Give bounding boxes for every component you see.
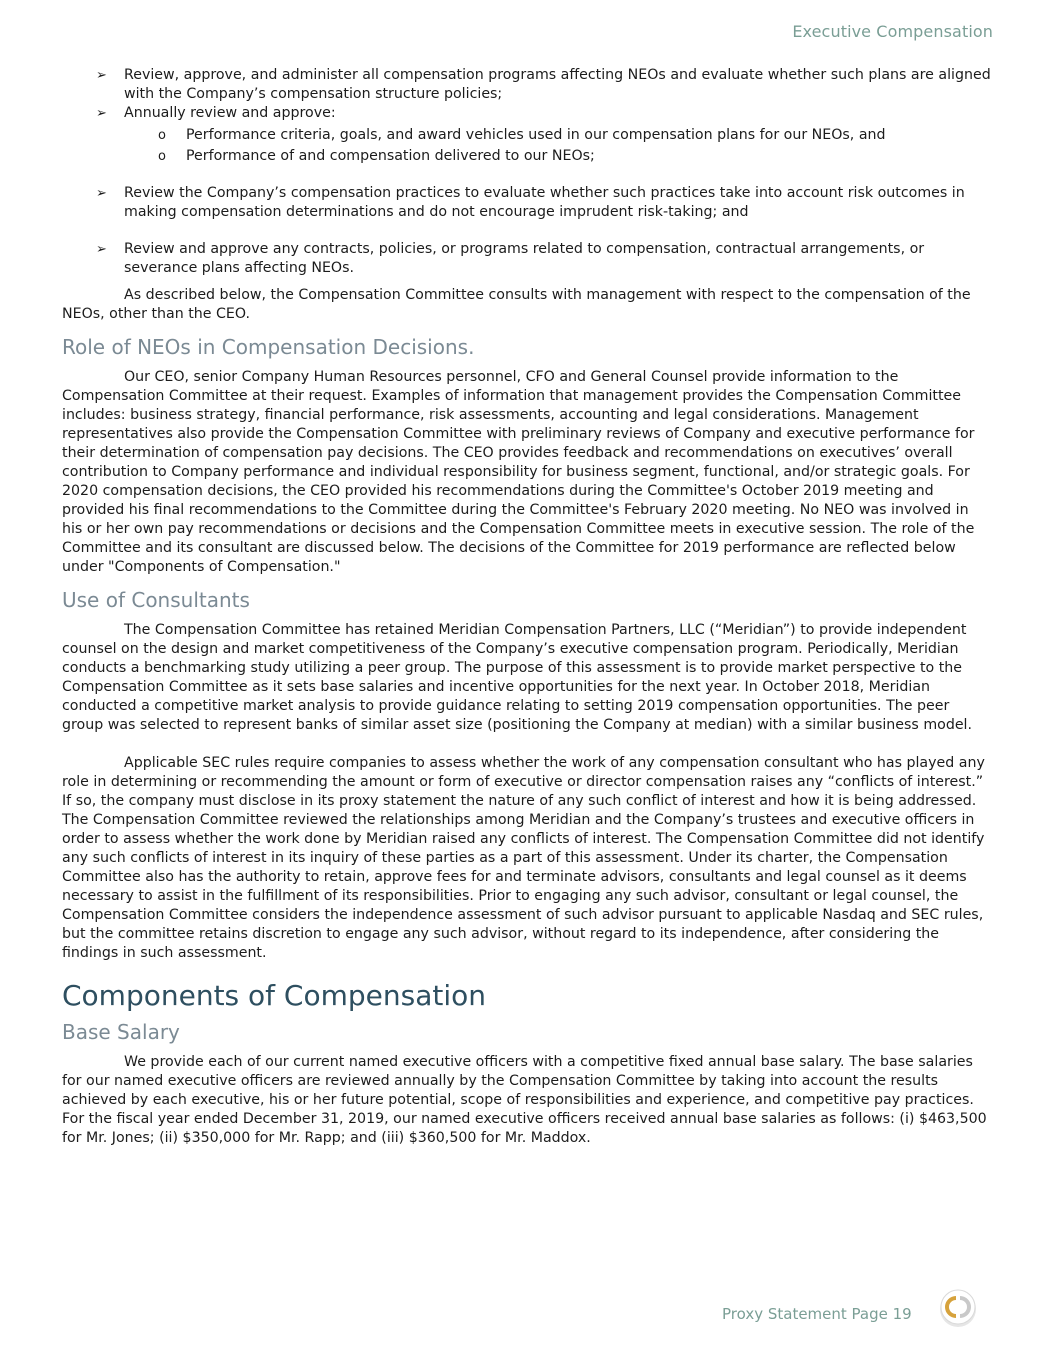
- responsibilities-list: [62, 66, 992, 278]
- footer-page-label: Proxy Statement Page 19: [722, 1305, 912, 1323]
- sub-list-item: [124, 126, 992, 145]
- sub-list-item: [124, 147, 992, 166]
- bullet-text: Annually review and approve:: [124, 105, 336, 121]
- circle-bullet-icon: o: [158, 149, 166, 164]
- arrow-bullet-icon: ➢: [96, 242, 107, 257]
- sub-list: [124, 126, 992, 166]
- consultants-paragraph-2: Applicable SEC rules require companies to assess whether the work of any compensation consultant who has played any role in determining or recommending the amount or form of executive or director compensation raises any “conflicts of interest.” If so, the company must disclose in its proxy statement the nature of any such conflict of interest and how it is being addressed. The Compensation Committee reviewed the relationships among Meridian and the Company’s trustees and executive officers in order to assess whether the work done by Meridian raised any conflicts of interest. The Compensation Committee did not identify any such conflicts of interest in its inquiry of these parties as a part of this assessment. Under its charter, the Compensation Committee also has the authority to retain, approve fees for and terminate advisors, consultants and legal counsel as it deems necessary to assist in the fulfillment of its responsibilities. Prior to engaging any such advisor, consultant or legal counsel, the Compensation Committee considers the independence assessment of such advisor pursuant to applicable Nasdaq and SEC rules, but the committee retains discretion to engage any such advisor, without regard to its independence, after considering the findings in such assessment.: [62, 755, 985, 961]
- bullet-text: Review the Company’s compensation practices to evaluate whether such practices take into account risk outcomes in making compensation determinations and do not encourage imprudent risk-taking; and: [124, 185, 965, 220]
- list-item: [62, 184, 992, 222]
- consultants-section-heading: Use of Consultants: [62, 588, 250, 612]
- list-item: [62, 66, 992, 104]
- base-salary-heading: Base Salary: [62, 1020, 180, 1044]
- sub-bullet-text: Performance of and compensation delivered to our NEOs;: [186, 148, 595, 164]
- header-section-title: Executive Compensation: [792, 22, 993, 41]
- arrow-bullet-icon: ➢: [96, 106, 107, 121]
- intro-paragraph: As described below, the Compensation Committee consults with management with respect to the compensation of the NEOs, other than the CEO.: [62, 287, 971, 322]
- arrow-bullet-icon: ➢: [96, 68, 107, 83]
- components-heading: Components of Compensation: [62, 979, 487, 1012]
- arrow-bullet-icon: ➢: [96, 186, 107, 201]
- role-paragraph: Our CEO, senior Company Human Resources personnel, CFO and General Counsel provide information to the Compensation Committee at their request. Examples of information that management provides the Compensation Committee includes: business strategy, financial performance, risk assessments, accounting and legal considerations. Management representatives also provide the Compensation Committee with preliminary reviews of Company and executive performance for their determination of compensation pay decisions. The CEO provides feedback and recommendations on executives’ overall contribution to Company performance and individual responsibility for business segment, functional, and/or strategic goals. For 2020 compensation decisions, the CEO provided his recommendations during the Committee's October 2019 meeting and provided his final recommendations to the Committee during the Committee's February 2020 meeting. No NEO was involved in his or her own pay recommendations or decisions and the Compensation Committee meets in executive session. The role of the Committee and its consultant are discussed below. The decisions of the Committee for 2019 performance are reflected below under "Components of Compensation.": [62, 369, 975, 575]
- bullet-text: Review and approve any contracts, policies, or programs related to compensation, contractual arrangements, or severance plans affecting NEOs.: [124, 241, 925, 276]
- sub-bullet-text: Performance criteria, goals, and award vehicles used in our compensation plans for our NEOs, and: [186, 127, 886, 143]
- role-section-heading: Role of NEOs in Compensation Decisions.: [62, 335, 475, 359]
- company-logo-icon: [938, 1288, 978, 1328]
- page-content: [62, 66, 992, 1148]
- list-item: [62, 104, 992, 166]
- list-item: [62, 240, 992, 278]
- bullet-text: Review, approve, and administer all compensation programs affecting NEOs and evaluate whether such plans are aligned with the Company’s compensation structure policies;: [124, 67, 991, 102]
- circle-bullet-icon: o: [158, 128, 166, 143]
- consultants-paragraph-1: The Compensation Committee has retained Meridian Compensation Partners, LLC (“Meridian”) to provide independent counsel on the design and market competitiveness of the Company’s executive compensation program. Periodically, Meridian conducts a benchmarking study utilizing a peer group. The purpose of this assessment is to provide market perspective to the Compensation Committee as it sets base salaries and incentive opportunities for the next year. In October 2018, Meridian conducted a competitive market analysis to provide guidance relating to setting 2019 compensation opportunities. The peer group was selected to represent banks of similar asset size (positioning the Company at median) with a similar business model.: [62, 622, 973, 733]
- base-salary-paragraph: We provide each of our current named executive officers with a competitive fixed annual base salary. The base salaries for our named executive officers are reviewed annually by the Compensation Committee by taking into account the results achieved by each executive, his or her future potential, scope of responsibilities and experience, and competitive pay practices. For the fiscal year ended December 31, 2019, our named executive officers received annual base salaries as follows: (i) $463,500 for Mr. Jones; (ii) $350,000 for Mr. Rapp; and (iii) $360,500 for Mr. Maddox.: [62, 1054, 987, 1146]
